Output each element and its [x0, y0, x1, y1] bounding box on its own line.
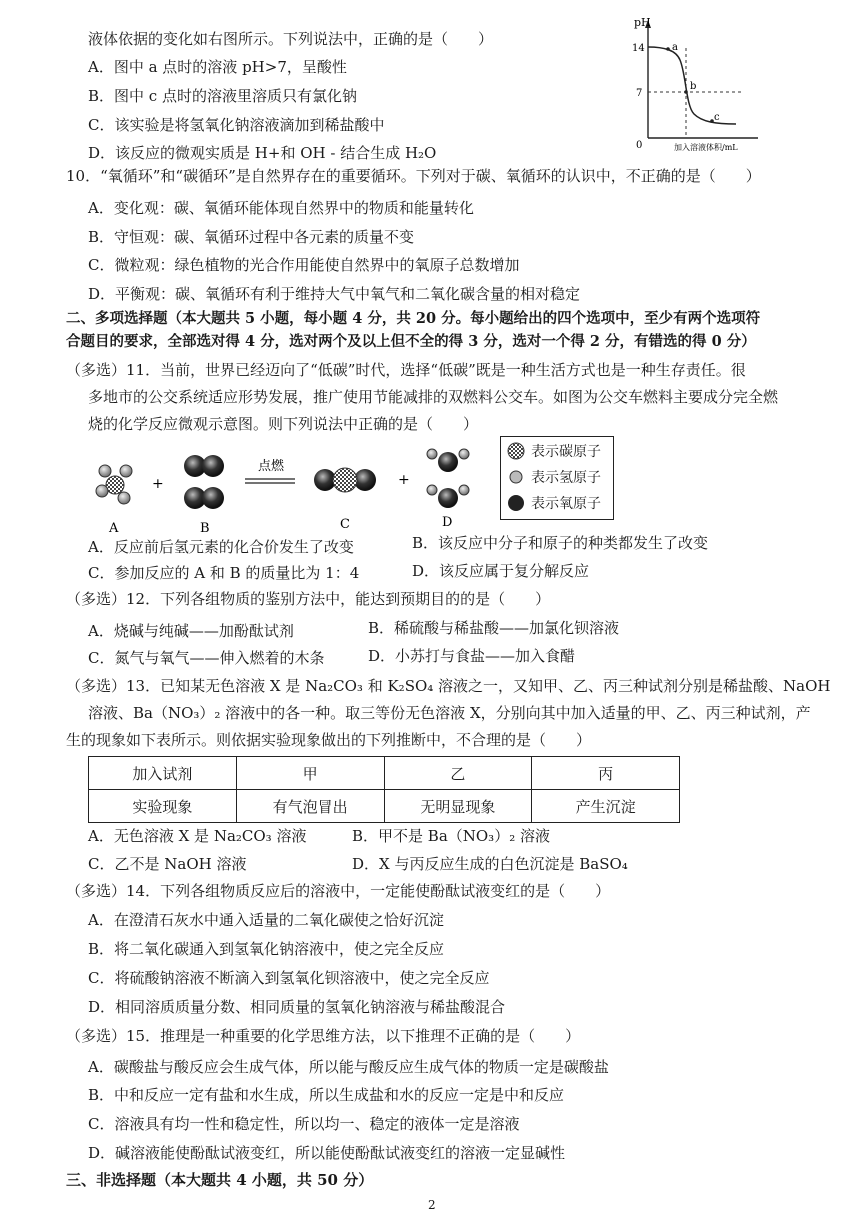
atom-legend	[500, 436, 614, 520]
legend-carbon: 表示碳原子	[531, 444, 601, 460]
q9-option-a: A．图中 a 点时的溶液 pH>7，呈酸性	[88, 58, 347, 76]
q10-option-b: B．守恒观：碳、氧循环过程中各元素的质量不变	[88, 228, 415, 246]
q12-option-c: C．氮气与氧气——伸入燃着的木条	[88, 649, 325, 667]
observation-table	[88, 756, 680, 823]
table-cell: 乙	[384, 757, 532, 790]
q14-option-c: C．将硫酸钠溶液不断滴入到氢氧化钡溶液中，使之完全反应	[88, 969, 490, 987]
q12-option-d: D．小苏打与食盐——加入食醋	[368, 647, 576, 665]
plus-sign-2: +	[398, 472, 410, 488]
q9-intro: 液体依据的变化如右图所示。下列说法中，正确的是（ ）	[88, 30, 494, 48]
molecule-d	[427, 449, 469, 508]
ph-tick-7: 7	[636, 88, 643, 99]
reaction-condition: 点燃	[258, 459, 285, 474]
section2-heading-2: 合题目的要求，全部选对得 4 分，选对两个及以上但不全的得 3 分，选对一个得 2 分，有错选的得 0 分）	[66, 333, 756, 350]
q15-option-b: B．中和反应一定有盐和水生成，所以生成盐和水的反应一定是中和反应	[88, 1086, 565, 1104]
page-number: 2	[428, 1198, 436, 1212]
legend-hydrogen: 表示氢原子	[531, 470, 601, 486]
q14-stem: （多选）14．下列各组物质反应后的溶液中，一定能使酚酞试液变红的是（ ）	[66, 882, 611, 900]
table-cell: 有气泡冒出	[236, 790, 384, 823]
reaction-diagram	[80, 438, 500, 538]
table-row	[89, 757, 680, 790]
label-d: D	[442, 515, 453, 530]
q11-option-d: D．该反应属于复分解反应	[412, 562, 590, 580]
q10-option-c: C．微粒观：绿色植物的光合作用能使自然界中的氧原子总数增加	[88, 256, 520, 274]
q12-option-b: B．稀硫酸与稀盐酸——加氯化钡溶液	[368, 619, 620, 637]
q14-option-a: A．在澄清石灰水中通入适量的二氧化碳使之恰好沉淀	[88, 911, 444, 929]
q9-option-b: B．图中 c 点时的溶液里溶质只有氯化钠	[88, 87, 357, 105]
table-cell: 无明显现象	[384, 790, 532, 823]
legend-oxygen: 表示氧原子	[531, 496, 601, 512]
q15-option-a: A．碳酸盐与酸反应会生成气体，所以能与酸反应生成气体的物质一定是碳酸盐	[88, 1058, 609, 1076]
ph-x-axis-label: 加入溶液体积/mL	[674, 143, 738, 152]
label-c: C	[340, 517, 350, 532]
ph-tick-14: 14	[632, 43, 645, 54]
point-b-label: b	[690, 81, 697, 92]
q11-option-b: B．该反应中分子和原子的种类都发生了改变	[412, 534, 709, 552]
q14-option-d: D．相同溶质质量分数、相同质量的氢氧化钠溶液与稀盐酸混合	[88, 998, 506, 1016]
q11-stem-3: 烧的化学反应微观示意图。则下列说法中正确的是（ ）	[88, 415, 479, 433]
q13-stem-3: 生的现象如下表所示。则依据实验现象做出的下列推断中，不合理的是（ ）	[66, 731, 592, 749]
molecule-b	[184, 455, 224, 509]
table-row	[89, 790, 680, 823]
q13-stem-2: 溶液、Ba（NO₃）₂ 溶液中的各一种。取三等份无色溶液 X，分别向其中加入适量的甲、乙、丙三种试剂，产	[88, 704, 811, 722]
section3-heading: 三、非选择题（本大题共 4 小题，共 50 分）	[66, 1171, 374, 1189]
plus-sign-1: +	[152, 476, 164, 492]
ph-axis-label: pH	[634, 16, 651, 29]
q13-stem-1: （多选）13．已知某无色溶液 X 是 Na₂CO₃ 和 K₂SO₄ 溶液之一，又知甲、乙、丙三种试剂分别是稀盐酸、NaOH	[66, 677, 831, 695]
q10-option-d: D．平衡观：碳、氧循环有利于维持大气中氧气和二氧化碳含量的相对稳定	[88, 285, 581, 303]
q9-option-c: C．该实验是将氢氧化钠溶液滴加到稀盐酸中	[88, 116, 385, 134]
molecule-a	[96, 465, 132, 504]
q13-option-c: C．乙不是 NaOH 溶液	[88, 855, 247, 873]
table-cell: 实验现象	[89, 790, 237, 823]
molecule-c	[314, 468, 376, 492]
label-b: B	[200, 521, 210, 536]
ph-tick-0: 0	[636, 140, 643, 151]
table-cell: 产生沉淀	[532, 790, 680, 823]
table-cell: 甲	[236, 757, 384, 790]
q11-option-a: A．反应前后氢元素的化合价发生了改变	[88, 538, 354, 556]
q11-stem-1: （多选）11．当前，世界已经迈向了“低碳”时代，选择“低碳”既是一种生活方式也是一种生存责任。很	[66, 361, 746, 379]
table-cell: 加入试剂	[89, 757, 237, 790]
q9-option-d: D．该反应的微观实质是 H+和 OH - 结合生成 H₂O	[88, 144, 437, 162]
table-cell: 丙	[532, 757, 680, 790]
label-a: A	[109, 521, 119, 536]
section2-heading-1: 二、多项选择题（本大题共 5 小题，每小题 4 分，共 20 分。每小题给出的四个选项中，至少有两个选项符	[66, 310, 761, 327]
q14-option-b: B．将二氧化碳通入到氢氧化钠溶液中，使之完全反应	[88, 940, 445, 958]
q10-stem: 10．“氧循环”和“碳循环”是自然界存在的重要循环。下列对于碳、氧循环的认识中，不正确的是（ ）	[66, 167, 761, 185]
point-c-label: c	[714, 112, 720, 123]
q15-stem: （多选）15．推理是一种重要的化学思维方法，以下推理不正确的是（ ）	[66, 1027, 581, 1045]
q13-option-a: A．无色溶液 X 是 Na₂CO₃ 溶液	[88, 827, 307, 845]
q12-option-a: A．烧碱与纯碱——加酚酞试剂	[88, 622, 294, 640]
q11-option-c: C．参加反应的 A 和 B 的质量比为 1：4	[88, 564, 360, 582]
q13-option-d: D．X 与丙反应生成的白色沉淀是 BaSO₄	[352, 855, 628, 873]
q15-option-c: C．溶液具有均一性和稳定性，所以均一、稳定的液体一定是溶液	[88, 1115, 520, 1133]
q13-option-b: B．甲不是 Ba（NO₃）₂ 溶液	[352, 827, 550, 845]
q10-option-a: A．变化观：碳、氧循环能体现自然界中的物质和能量转化	[88, 199, 474, 217]
ph-graph	[624, 14, 764, 154]
q15-option-d: D．碱溶液能使酚酞试液变红，所以能使酚酞试液变红的溶液一定显碱性	[88, 1144, 566, 1162]
q12-stem: （多选）12．下列各组物质的鉴别方法中，能达到预期目的的是（ ）	[66, 590, 551, 608]
point-a-label: a	[672, 42, 678, 53]
q11-stem-2: 多地市的公交系统适应形势发展，推广使用节能减排的双燃料公交车。如图为公交车燃料主要成分完全燃	[88, 388, 779, 406]
